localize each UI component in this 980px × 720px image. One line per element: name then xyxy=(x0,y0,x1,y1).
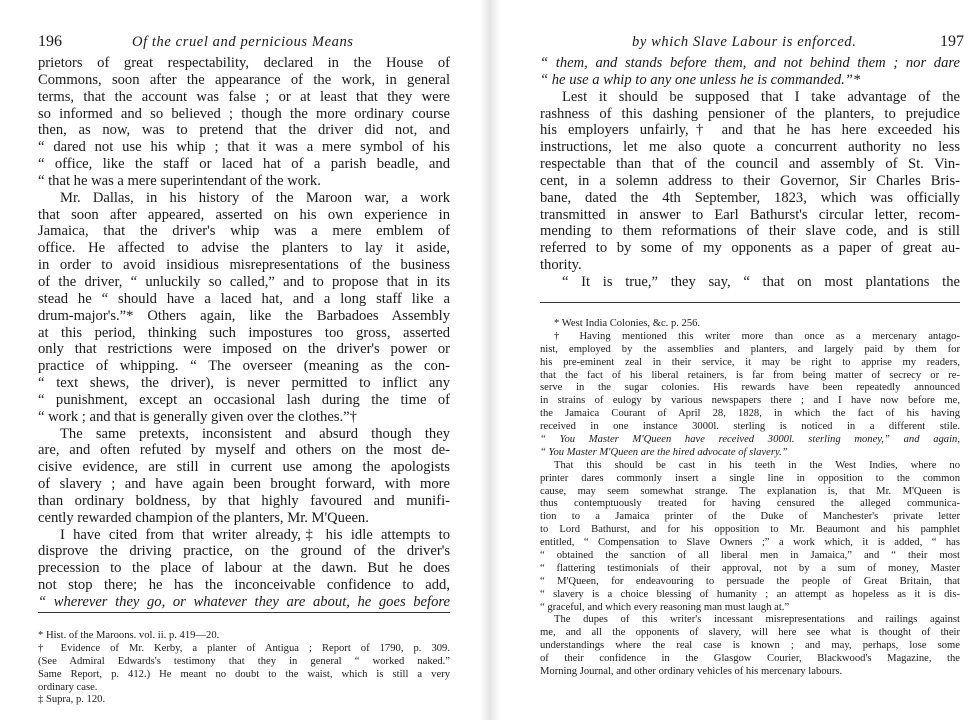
text-line: only that restrictions were imposed on the driver's power or xyxy=(38,341,450,358)
text-line: of slavery ; and have again been brought forward, with more xyxy=(38,476,450,493)
text-line: “ wherever they go, or whatever they are about, he goes before xyxy=(38,594,450,610)
text-line: so informed and so believed ; though the more ordinary course xyxy=(38,105,450,122)
text-line: at this period, thinking such impostures too gross, asserted xyxy=(38,324,450,341)
left-running-title: Of the cruel and pernicious Means xyxy=(132,34,354,50)
footnote-line: “ You Master M'Queen have received 3000l. sterling money,” and again, xyxy=(540,434,960,446)
right-running-head xyxy=(500,32,980,54)
text-line: I have cited from that writer already,‡ his idle attempts to xyxy=(60,526,450,543)
text-line: precession to the place of labour at the dawn. But he does xyxy=(38,560,450,577)
left-page-number: 196 xyxy=(38,33,62,50)
text-line: Jamaica, that the driver's whip was a mere emblem of xyxy=(38,223,450,240)
footnote-line: “ flattering testimonials of their approval, not by a sum of money, Master xyxy=(540,562,960,574)
text-line: rashness of this dashing pensioner of the planters, to prejudice xyxy=(540,105,960,122)
footnote-line: * West India Colonies, &c. p. 256. xyxy=(554,318,701,329)
text-line: instructions, let me also quote a concurrent authority no less xyxy=(540,139,960,156)
footnote-line: “ You Master M'Queen are the hired advocate of slavery.” xyxy=(540,446,788,458)
footnote-rule xyxy=(38,612,450,613)
footnote-line: printer dares commonly insert a single line in opposition to the common xyxy=(540,472,960,484)
footnote-line: to Lord Bathurst, and for his opposition to Mr. Beaumont and his pamphlet xyxy=(540,524,960,536)
footnote-line: (See Admiral Edwards's testimony that they in general “ worked naked.” xyxy=(38,655,450,667)
text-line: “ text shews, the driver), is never permitted to inflict any xyxy=(38,375,450,392)
text-line: “ It is true,” they say, “ that on most plantations the xyxy=(562,273,960,290)
left-running-head xyxy=(0,32,480,54)
footnote-line: entitled, “ Compensation to Slave Owners ;” a work which, it is added, “ has xyxy=(540,537,960,549)
text-line: Lest it should be supposed that I take advantage of the xyxy=(562,88,960,105)
text-line: “ them, and stands before them, and not behind them ; nor dare xyxy=(540,55,960,71)
text-line: respectable than that of the council and assembly of St. Vin- xyxy=(540,156,960,173)
footnote-line: The dupes of this writer's incessant misrepresentations and railings against xyxy=(554,614,960,626)
text-line: that soon after appeared, asserted on his own experience in xyxy=(38,206,450,223)
footnote-line: received in one instance 3000l. sterling is noticed in a different stile. xyxy=(540,421,960,433)
footnote-line: † Having mentioned this writer more than once as a mercenary antago- xyxy=(554,330,960,342)
text-line: stead he “ should have a laced hat, and a long staff like a xyxy=(38,290,450,307)
footnote-line: * Hist. of the Maroons. vol. ii. p. 419—20. xyxy=(38,630,220,641)
footnote-line: ‡ Supra, p. 120. xyxy=(38,694,106,706)
footnote-line: of their confidence in the Glasgow Courier, Blackwood's Magazine, the xyxy=(540,653,960,665)
text-line: terms, that the account was false ; or at least that they were xyxy=(38,88,450,105)
text-line: disprove the driving practice, on the ground of the driver's xyxy=(38,543,450,560)
text-line: The same pretexts, inconsistent and absurd though they xyxy=(60,425,450,442)
text-line: cently rewarded champion of the planters, Mr. M'Queen. xyxy=(38,509,369,526)
left-page xyxy=(0,0,480,720)
footnote-line: me, and all the opponents of slavery, will here see what is thought of their xyxy=(540,627,960,639)
footnote-line: cause, may seem somewhat strange. The explanation is, that Mr. M'Queen is xyxy=(540,485,960,497)
text-line: bane, dated the 4th September, 1823, which was officially xyxy=(540,189,960,206)
right-running-title: by which Slave Labour is enforced. xyxy=(632,34,857,50)
footnote-line: “ slavery is a choice blessing of humanity ; an attempt as hopeless as it is dis- xyxy=(540,588,960,600)
text-line: prietors of great respectability, declared in the House of xyxy=(38,55,450,71)
footnote-line: his pre-eminent zeal in their service, it may be right to apprise my readers, xyxy=(540,356,960,368)
text-line: Mr. Dallas, in his history of the Maroon war, a work xyxy=(60,189,450,206)
text-line: referred to by some of my opponents as a paper of great au- xyxy=(540,240,960,257)
footnote-line: thus contemptuously treated for having censured the alleged communica- xyxy=(540,498,960,510)
footnote-line: That this should be cast in his teeth in the West Indies, where no xyxy=(554,459,960,471)
right-footnotes xyxy=(540,318,960,679)
footnote-line: the Jamaica Courant of April 28, 1828, in which the fact of his having xyxy=(540,408,960,420)
text-line: cent, in a solemn address to their Governor, Sir Charles Bris- xyxy=(540,172,960,189)
text-line: “ work ; and that is generally given over the clothes.”† xyxy=(38,408,357,425)
text-line: his employers unfairly,† and that he has here exceeded his xyxy=(540,122,960,139)
text-line: cisive evidence, are still in current use among the apologists xyxy=(38,459,450,476)
footnote-line: Same Report, p. 412.) He meant no doubt to the waist, which is still a very xyxy=(38,668,450,680)
text-line: are, and often refuted by myself and others on the most de- xyxy=(38,442,450,459)
footnote-rule xyxy=(540,302,960,303)
right-page xyxy=(500,0,980,720)
text-line: in order to avoid insidious misrepresentations of the business xyxy=(38,257,450,274)
left-footnotes xyxy=(38,630,450,707)
right-body-text xyxy=(540,55,960,291)
book-gutter xyxy=(480,0,500,720)
text-line: then, as now, was to pretend that the driver did not, and xyxy=(38,122,450,139)
text-line: Commons, soon after the appearance of the work, in general xyxy=(38,71,450,88)
left-body-text xyxy=(38,55,450,611)
footnote-line: “ M'Queen, for endeavouring to persuade the people of Great Britain, that xyxy=(540,575,960,587)
footnote-line: tion to a Jamaica printer of the Duke of Manchester's private letter xyxy=(540,511,960,523)
text-line: drum-major's.”* Others again, like the Barbadoes Assembly xyxy=(38,307,450,324)
text-line: than ordinary boldness, by that highly favoured and munifi- xyxy=(38,492,450,509)
footnote-line: “ graceful, and which every reasoning man must laugh at.” xyxy=(540,601,790,613)
text-line: not stop there; he has the inconceivable confidence to add, xyxy=(38,577,450,594)
footnote-line: in strains of eulogy by various newspapers there ; and I have now before me, xyxy=(540,395,960,407)
right-page-number: 197 xyxy=(940,33,964,50)
footnote-line: serve in the sugar colonies. His rewards have been repeatedly announced xyxy=(540,382,960,394)
text-line: “ that he was a mere superintendant of the work. xyxy=(38,172,321,189)
text-line: transmitted in answer to Earl Bathurst's circular letter, recom- xyxy=(540,206,960,223)
footnote-line: that the fact of his liberal retainers, is far from being matter of secrecy or re- xyxy=(540,369,960,381)
text-line: office. He affected to advise the planters to lay it aside, xyxy=(38,240,450,257)
text-line: thority. xyxy=(540,257,582,274)
text-line: “ dared not use his whip ; that it was a mere symbol of his xyxy=(38,139,450,156)
text-line: mending to them reformations of their slave code, and is still xyxy=(540,223,960,240)
text-line: “ punishment, except an occasional lash during the time of xyxy=(38,391,450,408)
footnote-line: † Evidence of Mr. Kerby, a planter of Antigua ; Report of 1790, p. 309. xyxy=(38,642,450,654)
footnote-line: understandings where the real case is known ; and may, perhaps, lose some xyxy=(540,640,960,652)
footnote-line: “ obtained the sanction of all liberal men in Jamaica,” and “ their most xyxy=(540,550,960,562)
text-line: “ office, like the staff or laced hat of a parish beadle, and xyxy=(38,156,450,173)
text-line: practice of whipping. “ The overseer (meaning as the con- xyxy=(38,358,450,375)
text-line: of the driver, “ unluckily so called,” and to propose that in its xyxy=(38,273,450,290)
footnote-line: nist, employed by the assemblies and planters, and largely paid by them for xyxy=(540,343,960,355)
footnote-line: Morning Journal, and other ordinary vehicles of his mercenary labours. xyxy=(540,666,843,678)
footnote-line: ordinary case. xyxy=(38,681,98,693)
text-line: “ he use a whip to any one unless he is commanded.”* xyxy=(540,71,861,88)
